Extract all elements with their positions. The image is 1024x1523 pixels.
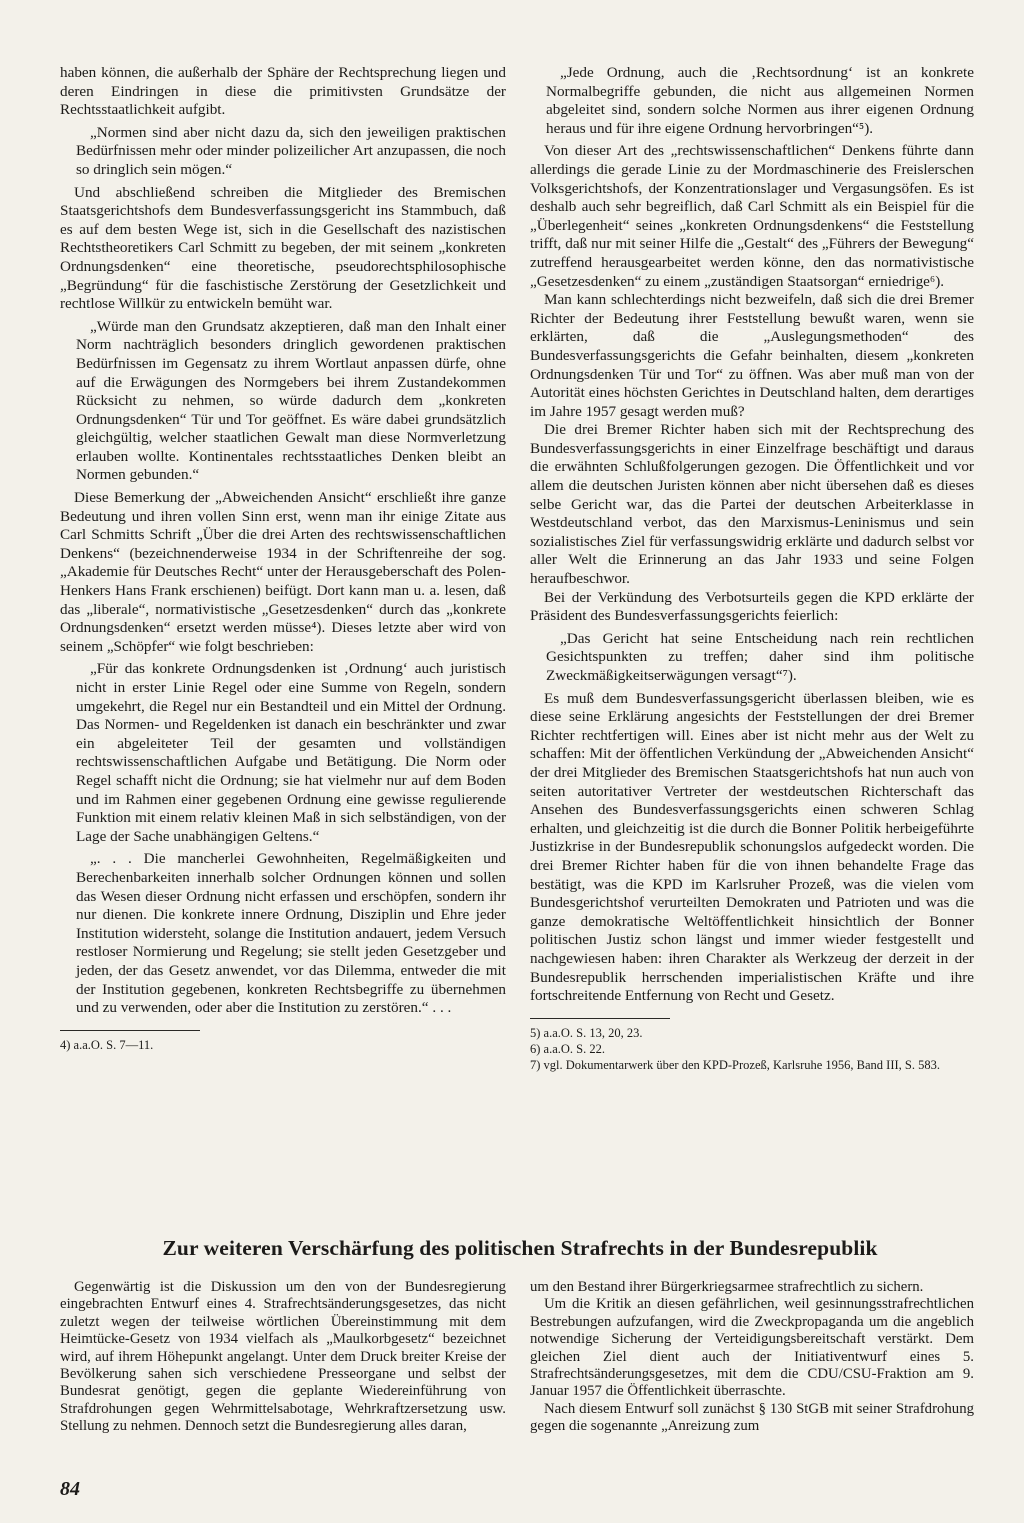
paragraph: Die drei Bremer Richter haben sich mit der Rechtsprechung des Bundesverfassungsgerichts in einer Einzelfrage beschäftigt und daraus die erwähnten Schlußfolgerungen gezogen. Die Öffentlichkeit und vor allem die deutschen Juristen können aber nicht übersehen daß es dieses selbe Gericht war, das die Partei der deutschen Arbeiterklasse in Westdeutschland verbot, das den Marxismus-Leninismus und sein sozialistisches Ziel für verfassungswidrig erklärte und dadurch selbst vor aller Welt die Erinnerung an das Jahr 1933 und seine Folgen heraufbeschwor. [530, 421, 974, 588]
footnote-4: 4) a.a.O. S. 7—11. [60, 1037, 154, 1052]
footnote-divider [60, 1030, 200, 1031]
paragraph: Um die Kritik an diesen gefährlichen, weil gesinnungsstrafrechtlichen Bestrebungen aufzufangen, wird die Zweckpropaganda um die angeblich notwendige Sicherung der Verteidigungsbereitschaft verstärkt. Dem gleichen Ziel dient auch der Initiativentwurf eines 5. Strafrechtsänderungsgesetzes, mit dem die CDU/CSU-Fraktion am 9. Januar 1957 die Öffentlichkeit überraschte. [530, 1296, 974, 1400]
paragraph: Es muß dem Bundesverfassungsgericht überlassen bleiben, wie es diese seine Erklärung angesichts der Feststellungen der drei Bremer Richter rechtfertigen will. Eines aber ist nicht mehr aus der Welt zu schaffen: Mit der öffentlichen Verkündung der „Abweichenden Ansicht“ der drei Mitglieder des Bremischen Staatsgerichtshofs hat nun auch von seiten autoritativer Vertreter der westdeutschen Richterschaft das Ansehen des Bundesverfassungsgerichts einen schweren Schlag erhalten, und gleichzeitig ist die durch die Bonner Politik herbeigeführte Justizkrise in der Bundesrepublik schonungslos aufgedeckt worden. Die drei Bremer Richter haben für die von ihnen behandelte Frage das bestätigt, was die KPD im Karlsruher Prozeß, was die vielen vom Bundesgerichtshof verurteilten Demokraten und Patrioten und was die ganze demokratische Weltöffentlichkeit hinsichtlich der Bonner politischen Justiz schon längst und immer wieder festgestellt und nachgewiesen haben: ihren Charakter als Werkzeug der derzeit in der Bundesrepublik herrschenden imperialistischen Kräfte und ihre fortschreitende Entfernung von Recht und Gesetz. [530, 689, 974, 1005]
quotation: „Für das konkrete Ordnungsdenken ist ‚Ordnung‘ auch juristisch nicht in erster Linie Regel oder eine Summe von Regeln, sondern umgekehrt, die Regel nur ein Bestandteil und ein Mittel der Ordnung. Das Normen- und Regeldenken ist danach ein beschränkter und zwar ein abgeleiteter Teil der gesamten und vollständigen rechtswissenschaftlichen Aufgabe und Betätigung. Die Norm oder Regel schafft nicht die Ordnung; sie hat vielmehr nur auf dem Boden und im Rahmen einer gegebenen Ordnung eine gewisse regulierende Funktion mit einem relativ kleinen Maß in sich selbständigen, von der Lage der Sache unabhängigen Geltens.“ [76, 660, 506, 845]
footnote-6: 6) a.a.O. S. 22. [530, 1041, 605, 1056]
quotation: „Das Gericht hat seine Entscheidung nach rein rechtlichen Gesichtspunkten zu treffen; daher sind ihm politische Zweckmäßigkeitserwägungen versagt“⁷). [546, 629, 974, 684]
section-heading: Zur weiteren Verschärfung des politischen Strafrechts in der Bundesrepublik [162, 1236, 878, 1260]
quotation: „. . . Die mancherlei Gewohnheiten, Regelmäßigkeiten und Berechenbarkeiten innerhalb solcher Ordnungen können und sollen das Wesen dieser Ordnung nicht erfassen und erschöpfen, sondern ihr nur dienen. Die konkrete innere Ordnung, Disziplin und Ehre jeder Institution widersteht, solange die Institution andauert, jedem Versuch restloser Normierung und Regelung; sie stellt jeden Gesetzgeber und jeden, der das Gesetz anwendet, vor das Dilemma, entweder die mit der Institution gegebenen, konkreten Rechtsbegriffe zu übernehmen und zu verwenden, oder aber die Institution zu zerstören.“ . . . [76, 850, 506, 1017]
footnote-divider [530, 1018, 670, 1019]
quotation: „Jede Ordnung, auch die ‚Rechtsordnung‘ ist an konkrete Normalbegriffe gebunden, die nicht aus allgemeinen Normen abgeleitet sind, sondern solche Normen aus ihrer eigenen Ordnung heraus und für ihre eigene Ordnung hervorbringen“⁵). [546, 64, 974, 137]
paragraph: Nach diesem Entwurf soll zunächst § 130 StGB mit seiner Strafdrohung gegen die sogenannte „Anreizung zum [530, 1400, 974, 1435]
paragraph: haben können, die außerhalb der Sphäre der Rechtsprechung liegen und deren Eindringen in diese die primitivsten Grundsätze der Rechtsstaatlichkeit aufgibt. [60, 64, 506, 119]
quotation: „Würde man den Grundsatz akzeptieren, daß man den Inhalt einer Norm nachträglich besonders dringlich gewordenen praktischen Bedürfnissen im Gegensatz zu ihrem Wortlaut anpassen dürfe, ohne auf die Erwägungen des Normgebers bei ihrem Zustandekommen Rücksicht zu nehmen, so würde dadurch dem „konkreten Ordnungsdenken“ Tür und Tor geöffnet. Es wäre dabei grundsätzlich gleichgültig, welcher staatlichen Gewalt man diese Normverletzung erlauben wollte. Kontinentales rechtsstaatliches Denken bleibt an Normen gebunden.“ [76, 317, 506, 484]
quotation: „Normen sind aber nicht dazu da, sich den jeweiligen praktischen Bedürfnissen mehr oder minder polizeilicher Art anzupassen, die noch so dringlich sein mögen.“ [76, 123, 506, 178]
footnote-5: 5) a.a.O. S. 13, 20, 23. [530, 1025, 643, 1040]
paragraph: um den Bestand ihrer Bürgerkriegsarmee strafrechtlich zu sichern. [530, 1279, 924, 1295]
paragraph: Bei der Verkündung des Verbotsurteils gegen die KPD erklärte der Präsident des Bundesverfassungsgerichts feierlich: [530, 588, 974, 625]
section-left-column [60, 1279, 506, 1436]
paragraph: Von dieser Art des „rechtswissenschaftlichen“ Denkens führte dann allerdings die gerade Linie zu der Mordmaschinerie des Freislerschen Volksgerichtshofs, der Konzentrationslager und Vergasungsöfen. Es ist deshalb auch sehr begreiflich, daß Carl Schmitt als ein Beispiel für die „Überlegenheit“ seines „konkreten Ordnungsdenkens“ die Feststellung trifft, daß nur mit seiner Hilfe die „Gestalt“ des „Führers der Bewegung“ zutreffend herausgearbeitet werden könne, den das normativistische „Gesetzesdenken“ zu einem „zuständigen Staatsorgan“ erniedrige⁶). [530, 142, 974, 290]
paragraph: Diese Bemerkung der „Abweichenden Ansicht“ erschließt ihre ganze Bedeutung und ihren vollen Sinn erst, wenn man ihr einige Zitate aus Carl Schmitts Schrift „Über die drei Arten des rechtswissenschaftlichen Denkens“ (bezeichnenderweise 1934 in der Schriftenreihe der sog. „Akademie für Deutsches Recht“ unter der Herausgeberschaft des Polen-Henkers Hans Frank erschienen) beifügt. Dort kann man u. a. lesen, daß das „liberale“, normativistische „Gesetzesdenken“ durch das „konkrete Ordnungsdenken“ ersetzt werden müsse⁴). Dieses letzte aber wird von seinem „Schöpfer“ wie folgt beschrieben: [60, 489, 506, 655]
footnote-7: 7) vgl. Dokumentarwerk über den KPD-Prozeß, Karlsruhe 1956, Band III, S. 583. [530, 1057, 940, 1072]
right-column [530, 64, 974, 1073]
paragraph: Gegenwärtig ist die Diskussion um den von der Bundesregierung eingebrachten Entwurf eines 4. Strafrechtsänderungsgesetzes, das nicht zuletzt wegen der teilweise wörtlichen Übereinstimmung mit dem Heimtücke-Gesetz von 1934 vielfach als „Maulkorbgesetz“ bezeichnet wird, auf ihrem Höhepunkt angelangt. Unter dem Druck breiter Kreise der Bevölkerung sahen sich verschiedene Presseorgane und selbst der Bundesrat genötigt, gegen die geplante Wiedereinführung von Strafdrohungen gegen Wehrmittelsabotage, Wehrkraftzersetzung usw. Stellung zu nehmen. Dennoch setzt die Bundesregierung alles daran, [60, 1279, 506, 1435]
section-right-column [530, 1279, 974, 1436]
page-number: 84 [60, 1478, 80, 1500]
left-column [60, 64, 506, 1053]
paragraph: Man kann schlechterdings nicht bezweifeln, daß sich die drei Bremer Richter der Bedeutung ihrer Feststellung bewußt waren, wenn sie erklärten, daß die „Auslegungsmethoden“ des Bundesverfassungsgerichts die Gefahr beinhalten, diesem „konkreten Ordnungsdenken Tür und Tor“ zu öffnen. Was aber muß man von der Autorität eines höchsten Gerichtes in Deutschland halten, dem derartiges im Jahre 1957 gesagt werden muß? [530, 291, 974, 420]
paragraph: Und abschließend schreiben die Mitglieder des Bremischen Staatsgerichtshofs dem Bundesverfassungsgericht ins Stammbuch, daß es auf dem besten Wege ist, sich in die Gesellschaft des nazistischen Rechtstheoretikers Carl Schmitt zu begeben, der mit seinem „konkreten Ordnungsdenken“ eine theoretische, pseudorechtsphilosophische „Begründung“ für die faschistische Zerstörung der Gesetzlichkeit und rechtlose Willkür zu entwickeln bemüht war. [60, 183, 506, 313]
